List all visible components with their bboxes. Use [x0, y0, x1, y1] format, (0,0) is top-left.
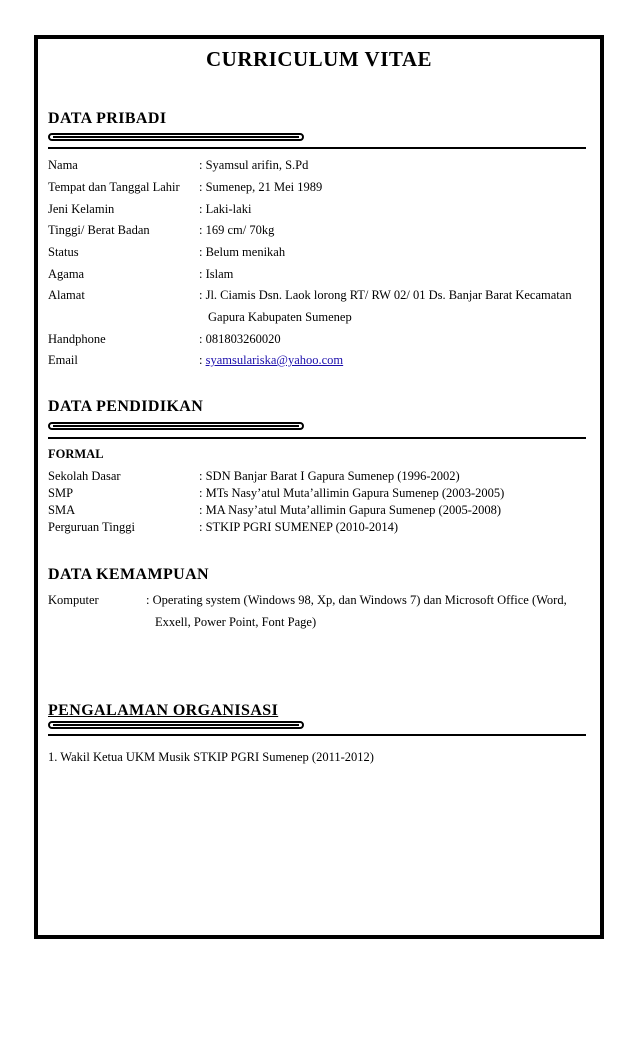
value-komputer: : Operating system (Windows 98, Xp, dan Windows 7) dan Microsoft Office (Word, [146, 593, 567, 607]
section-heading-organisasi: PENGALAMAN ORGANISASI [48, 702, 279, 719]
value-email [199, 353, 343, 368]
section-heading-kemampuan: DATA KEMAMPUAN [48, 566, 209, 583]
email-link[interactable]: syamsulariska@yahoo.com [205, 353, 344, 367]
label-smp: SMP [48, 486, 74, 500]
subheading-formal: FORMAL [48, 447, 104, 461]
value-pt: : STKIP PGRI SUMENEP (2010-2014) [199, 520, 399, 534]
label-jenis-kelamin: Jeni Kelamin [48, 202, 115, 216]
label-email: Email [48, 353, 78, 367]
email-prefix: : [199, 353, 206, 367]
cv-frame [34, 35, 604, 939]
label-agama: Agama [48, 267, 85, 281]
label-sd: Sekolah Dasar [48, 469, 121, 483]
section-heading-pribadi: DATA PRIBADI [48, 110, 167, 127]
value-smp: : MTs Nasy’atul Muta’allimin Gapura Sumenep (2003-2005) [199, 486, 505, 500]
value-jenis-kelamin: : Laki-laki [199, 202, 252, 216]
value-tinggi-berat: : 169 cm/ 70kg [199, 223, 275, 237]
label-status: Status [48, 245, 79, 259]
section-rule [48, 437, 586, 439]
value-ttl: : Sumenep, 21 Mei 1989 [199, 180, 323, 194]
label-alamat: Alamat [48, 288, 85, 302]
value-status: : Belum menikah [199, 245, 286, 259]
label-tinggi-berat: Tinggi/ Berat Badan [48, 223, 150, 237]
value-sd: : SDN Banjar Barat I Gapura Sumenep (1996-2002) [199, 469, 460, 483]
value-sma: : MA Nasy’atul Muta’allimin Gapura Sumenep (2005-2008) [199, 503, 502, 517]
value-alamat: : Jl. Ciamis Dsn. Laok lorong RT/ RW 02/ 01 Ds. Banjar Barat Kecamatan [199, 288, 572, 302]
decorative-double-line [48, 133, 304, 141]
label-komputer: Komputer [48, 593, 99, 607]
section-rule [48, 147, 586, 149]
section-heading-pendidikan: DATA PENDIDIKAN [48, 398, 204, 415]
decorative-double-line [48, 422, 304, 430]
label-handphone: Handphone [48, 332, 106, 346]
label-sma: SMA [48, 503, 76, 517]
value-handphone: : 081803260020 [199, 332, 281, 346]
list-item: 1. Wakil Ketua UKM Musik STKIP PGRI Sumenep (2011-2012) [48, 750, 374, 764]
value-nama: : Syamsul arifin, S.Pd [199, 158, 309, 172]
section-rule [48, 734, 586, 736]
value-komputer-line2: Exxell, Power Point, Font Page) [155, 615, 317, 629]
value-alamat-line2: Gapura Kabupaten Sumenep [208, 310, 352, 324]
decorative-double-line [48, 721, 304, 729]
label-nama: Nama [48, 158, 78, 172]
value-agama: : Islam [199, 267, 234, 281]
page-title: CURRICULUM VITAE [206, 47, 432, 71]
label-pt: Perguruan Tinggi [48, 520, 135, 534]
label-ttl: Tempat dan Tanggal Lahir [48, 180, 180, 194]
